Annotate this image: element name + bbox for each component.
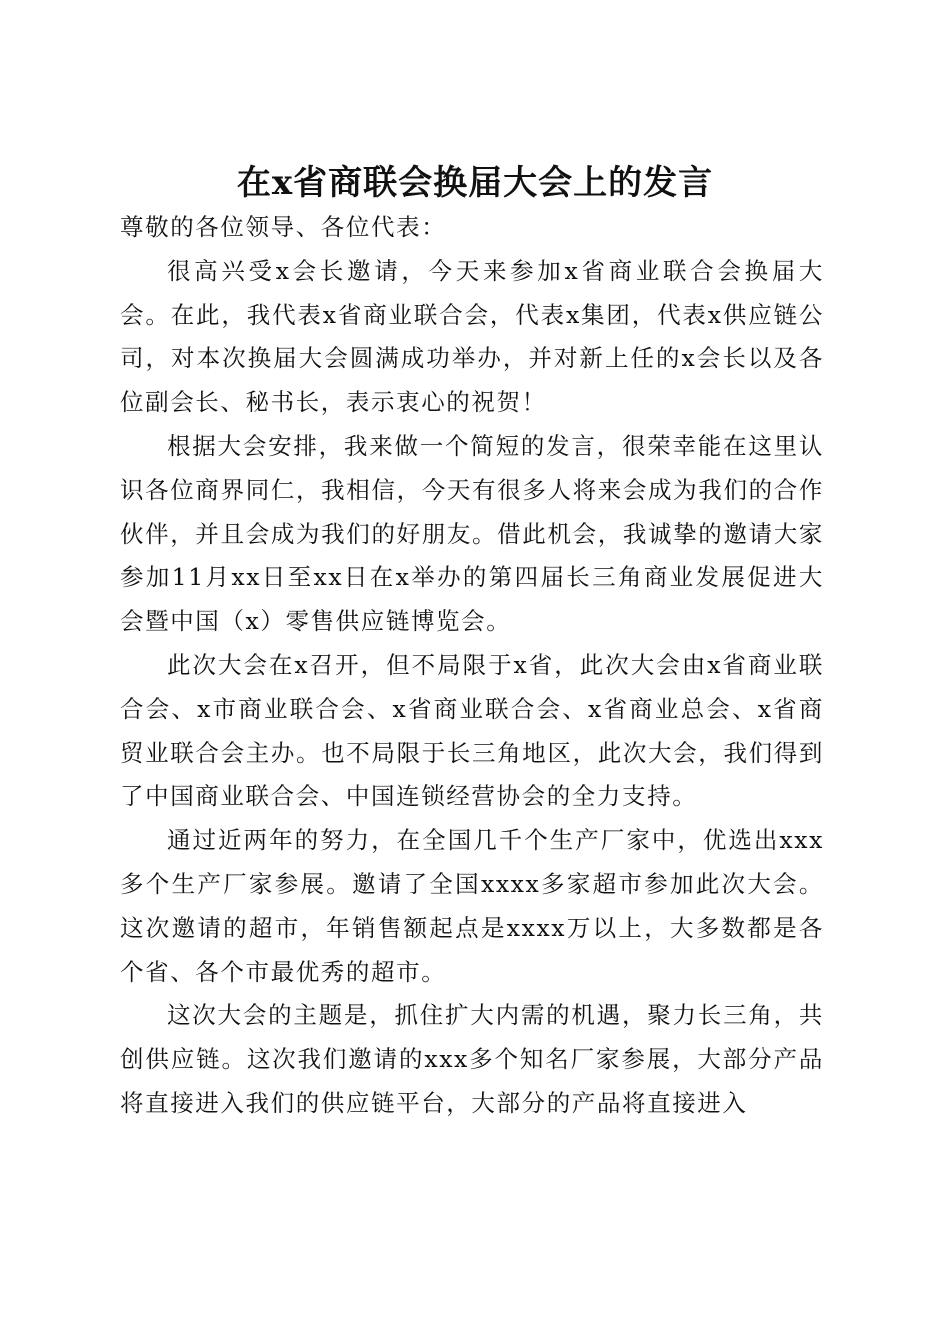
document-body	[120, 206, 824, 1126]
paragraph-4: 通过近两年的努力，在全国几千个生产厂家中，优选出xxx多个生产厂家参展。邀请了全国xxxx多家超市参加此次大会。这次邀请的超市，年销售额起点是xxxx万以上，大多数都是各个省、各个市最优秀的超市。	[120, 826, 824, 986]
salutation: 尊敬的各位领导、各位代表：	[120, 213, 447, 241]
paragraph-2: 根据大会安排，我来做一个简短的发言，很荣幸能在这里认识各位商界同仁，我相信，今天有很多人将来会成为我们的合作伙伴，并且会成为我们的好朋友。借此机会，我诚挚的邀请大家参加11月xx日至xx日在x举办的第四届长三角商业发展促进大会暨中国（x）零售供应链博览会。	[120, 431, 824, 636]
paragraph-5: 这次大会的主题是，抓住扩大内需的机遇，聚力长三角，共创供应链。这次我们邀请的xxx多个知名厂家参展，大部分产品将直接进入我们的供应链平台，大部分的产品将直接进入	[120, 1001, 824, 1117]
paragraph-3: 此次大会在x召开，但不局限于x省，此次大会由x省商业联合会、x市商业联合会、x省商业联合会、x省商业总会、x省商贸业联合会主办。也不局限于长三角地区，此次大会，我们得到了中国商业联合会、中国连锁经营协会的全力支持。	[120, 650, 824, 811]
paragraph-1: 很高兴受x会长邀请，今天来参加x省商业联合会换届大会。在此，我代表x省商业联合会，代表x集团，代表x供应链公司，对本次换届大会圆满成功举办，并对新上任的x会长以及各位副会长、秘书长，表示衷心的祝贺！	[120, 256, 824, 417]
document-title: 在x省商联会换届大会上的发言	[236, 162, 714, 203]
